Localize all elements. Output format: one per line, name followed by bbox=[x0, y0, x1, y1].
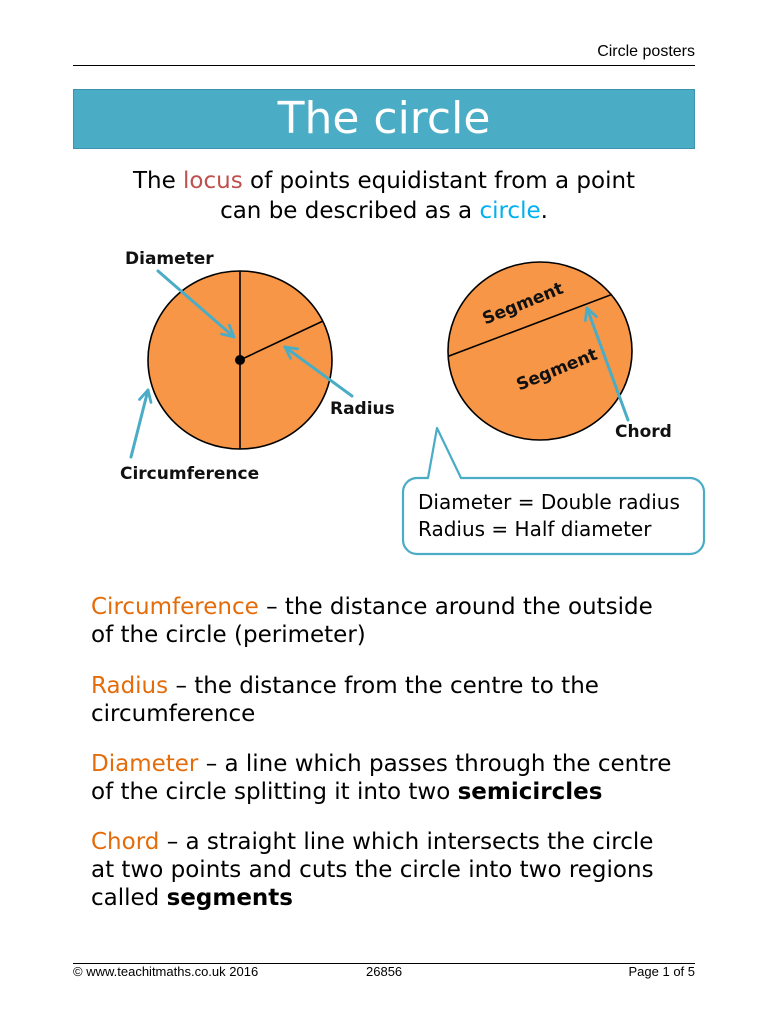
definition-text: – a straight line which intersects the circle bbox=[166, 829, 654, 855]
segment-label-top: Segment bbox=[479, 278, 567, 330]
term-chord: Chord bbox=[91, 829, 160, 855]
definition-diameter bbox=[91, 750, 671, 806]
definition-text: of the circle splitting it into two bbox=[91, 779, 451, 805]
segment-label-bottom: Segment bbox=[513, 344, 601, 396]
definition-line bbox=[91, 884, 654, 912]
intro-line-2-end: . bbox=[540, 198, 548, 224]
intro-line-1-end: of points equidistant from a point bbox=[250, 168, 636, 194]
definition-text: – the distance from the centre to the bbox=[175, 673, 599, 699]
intro-text bbox=[0, 166, 768, 226]
term-diameter: Diameter bbox=[91, 751, 199, 777]
definition-line bbox=[91, 750, 671, 778]
diameter-label: Diameter bbox=[125, 249, 214, 269]
footer-document-id: 26856 bbox=[366, 964, 403, 979]
intro-line-2-start: can be described as a bbox=[220, 198, 473, 224]
definition-line bbox=[91, 828, 654, 856]
footer-copyright: © www.teachitmaths.co.uk 2016 bbox=[73, 964, 259, 979]
definition-text: called bbox=[91, 885, 160, 911]
title-banner bbox=[73, 89, 695, 149]
circumference-pointer-arrow bbox=[131, 390, 148, 457]
callout-text bbox=[418, 489, 680, 543]
keyword-locus: locus bbox=[183, 168, 243, 194]
definition-line bbox=[91, 778, 671, 806]
footer-page-number: Page 1 of 5 bbox=[628, 964, 695, 979]
definition-line: circumference bbox=[91, 701, 256, 727]
radius-label: Radius bbox=[330, 399, 395, 419]
definition-line: at two points and cuts the circle into two regions bbox=[91, 857, 654, 883]
definition-radius bbox=[91, 672, 599, 728]
keyword-circle: circle bbox=[479, 198, 541, 224]
term-circumference: Circumference bbox=[91, 594, 259, 620]
definition-chord bbox=[91, 828, 654, 912]
chord-label: Chord bbox=[615, 422, 672, 442]
definition-text: – the distance around the outside bbox=[266, 594, 653, 620]
callout-line-1: Diameter = Double radius bbox=[418, 490, 680, 514]
definition-circumference bbox=[91, 593, 653, 649]
definition-line: of the circle (perimeter) bbox=[91, 622, 366, 648]
intro-line-1 bbox=[0, 166, 768, 196]
centre-point bbox=[235, 355, 245, 365]
keyword-semicircles: semicircles bbox=[457, 779, 603, 805]
definition-line bbox=[91, 672, 599, 700]
intro-line-1-start: The bbox=[132, 168, 176, 194]
intro-line-2 bbox=[0, 196, 768, 226]
definition-text: – a line which passes through the centre bbox=[205, 751, 672, 777]
keyword-segments: segments bbox=[166, 885, 293, 911]
circumference-label: Circumference bbox=[120, 464, 260, 484]
definition-line bbox=[91, 593, 653, 621]
callout-line-2: Radius = Half diameter bbox=[418, 517, 652, 541]
header-title: Circle posters bbox=[597, 43, 695, 60]
header-divider bbox=[73, 65, 695, 66]
page-title: The circle bbox=[277, 93, 491, 144]
term-radius: Radius bbox=[91, 673, 169, 699]
